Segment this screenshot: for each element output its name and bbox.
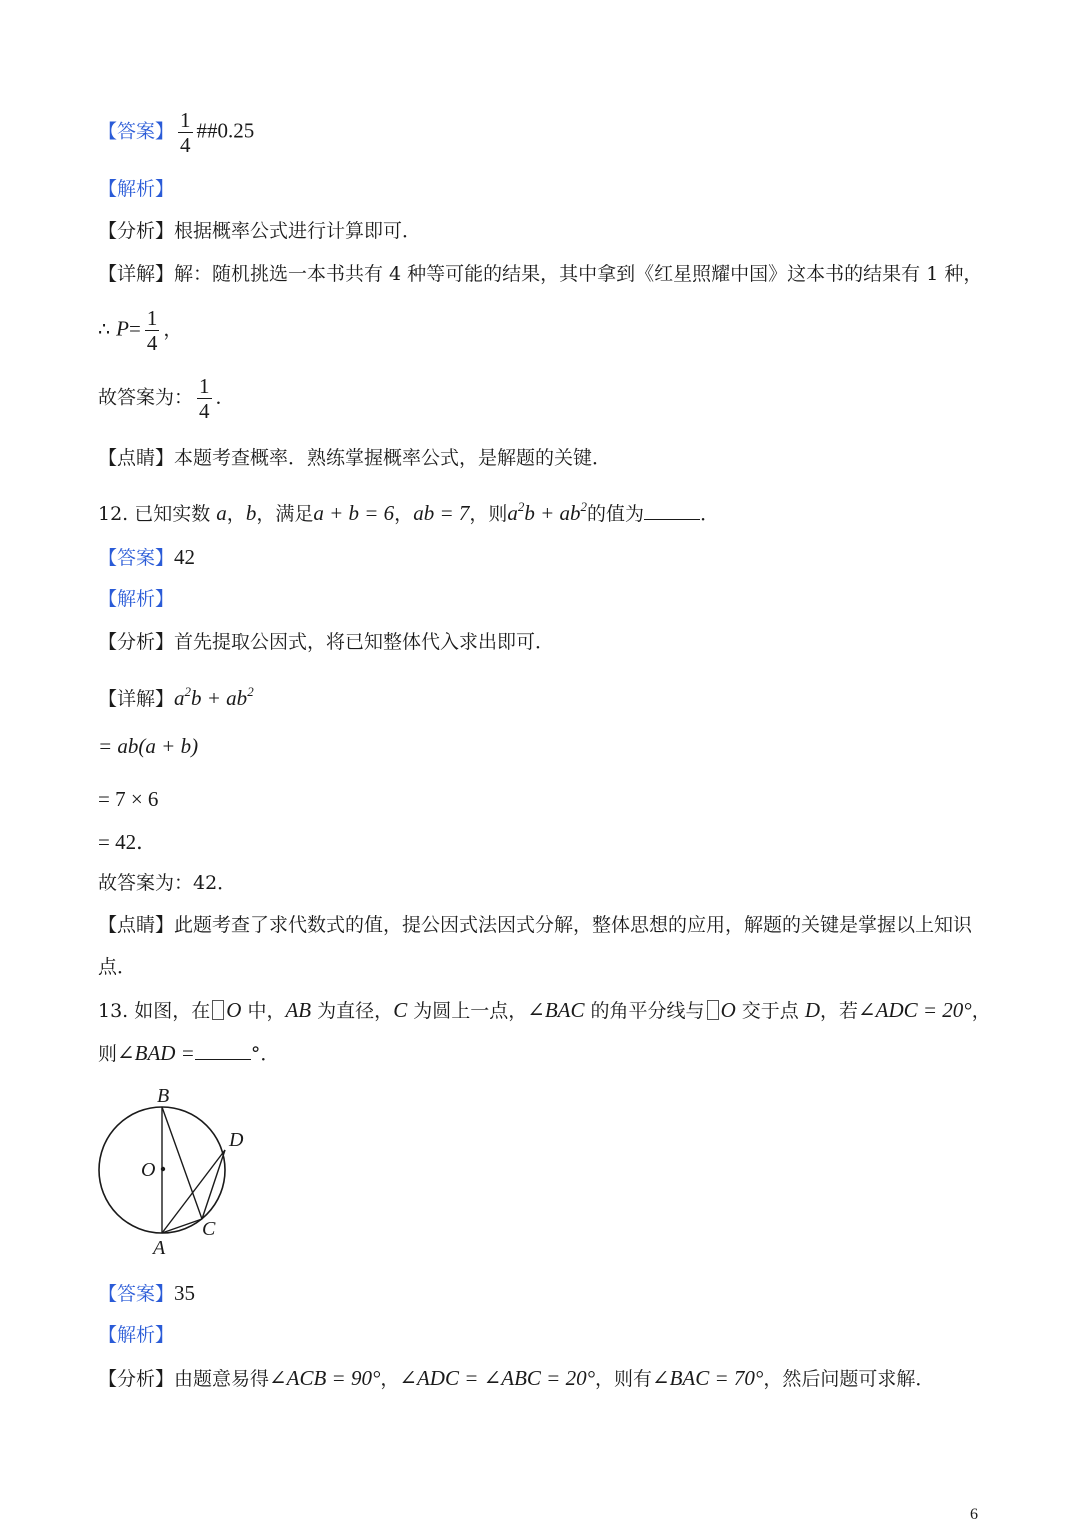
circle-symbol-box bbox=[707, 1000, 719, 1020]
q11-fenxi: 【分析】根据概率公式进行计算即可． bbox=[98, 220, 422, 242]
center-point bbox=[161, 1167, 165, 1171]
label-c: C bbox=[202, 1218, 216, 1240]
circle-symbol-box bbox=[212, 1000, 224, 1020]
expr: $a^2b + ab^2$ bbox=[507, 499, 588, 525]
answer-blank bbox=[195, 1041, 251, 1060]
p-fraction: $\frac{1}{4}$ bbox=[146, 306, 158, 355]
answer-blank bbox=[644, 501, 700, 520]
q11-analysis-tag: 【解析】 bbox=[98, 178, 175, 200]
q11-dianjing: 【点睛】本题考查概率．熟练掌握概率公式，是解题的关键． bbox=[98, 447, 612, 469]
q11-xiangjie: 【详解】解：随机挑选一本书共有 4 种等可能的结果，其中拿到《红星照耀中国》这本书的结果有 1 种， bbox=[98, 263, 983, 285]
segment-cd bbox=[202, 1150, 225, 1219]
q12-dianjing: 【点睛】此题考查了求代数式的值，提公因式法因式分解，整体思想的应用，解题的关键是掌握以上知识 bbox=[98, 914, 973, 936]
q12-final: 故答案为：42． bbox=[98, 872, 237, 894]
step0: $a^2b + ab^2$ bbox=[174, 684, 254, 710]
q12-answer: 【答案】42 bbox=[98, 545, 196, 569]
q13-fenxi: 【分析】由题意易得∠ACB = 90°，∠ADC = ∠ABC = 20°，则有∠BAC = 70°，然后问题可求解． bbox=[98, 1366, 935, 1390]
answer-tail: ##0.25 bbox=[196, 118, 255, 143]
q12-step3: = 42． bbox=[98, 830, 158, 854]
q12-analysis-tag: 【解析】 bbox=[98, 588, 175, 610]
q12-step1: = ab(a + b) bbox=[98, 734, 199, 758]
circle-diagram bbox=[88, 1080, 268, 1260]
q13-stem-line2: 则∠BAD = °． bbox=[98, 1041, 280, 1065]
q11-probability-line: ∴ P= $\frac{1}{4}$ ， bbox=[98, 306, 183, 355]
answer-tag: 【答案】 bbox=[98, 120, 175, 143]
page-number: 6 bbox=[970, 1506, 978, 1523]
q12-fenxi: 【分析】首先提取公因式，将已知整体代入求出即可． bbox=[98, 631, 555, 653]
segment-bc bbox=[162, 1107, 202, 1219]
q11-final-answer: 故答案为： $\frac{1}{4}$ ． bbox=[98, 374, 235, 423]
q13-answer: 【答案】35 bbox=[98, 1281, 196, 1305]
q12-dianjing-cont: 点． bbox=[98, 956, 137, 978]
q11-answer-line bbox=[98, 108, 254, 157]
label-a: A bbox=[153, 1237, 166, 1259]
label-o: O bbox=[141, 1159, 156, 1181]
q12-xiangjie: 【详解】$a^2b + ab^2$ bbox=[98, 684, 254, 710]
q12-step2: = 7 × 6 bbox=[98, 787, 159, 811]
q13-analysis-tag: 【解析】 bbox=[98, 1324, 175, 1346]
q12-stem: 12. 已知实数 a，b，满足a + b = 6，ab = 7，则$a^2b + ab^2$的值为 ． bbox=[98, 499, 720, 525]
answer-fraction: $\frac{1}{4}$ bbox=[180, 108, 191, 157]
segment-ad bbox=[162, 1150, 225, 1233]
label-d: D bbox=[229, 1129, 244, 1151]
label-b: B bbox=[157, 1085, 170, 1107]
final-fraction: $\frac{1}{4}$ bbox=[199, 374, 210, 423]
q13-stem-line1: 13. 如图，在 O 中，AB 为直径，C 为圆上一点，∠BAC 的角平分线与 O 交于点 D，若∠ADC = 20°， bbox=[98, 998, 991, 1022]
